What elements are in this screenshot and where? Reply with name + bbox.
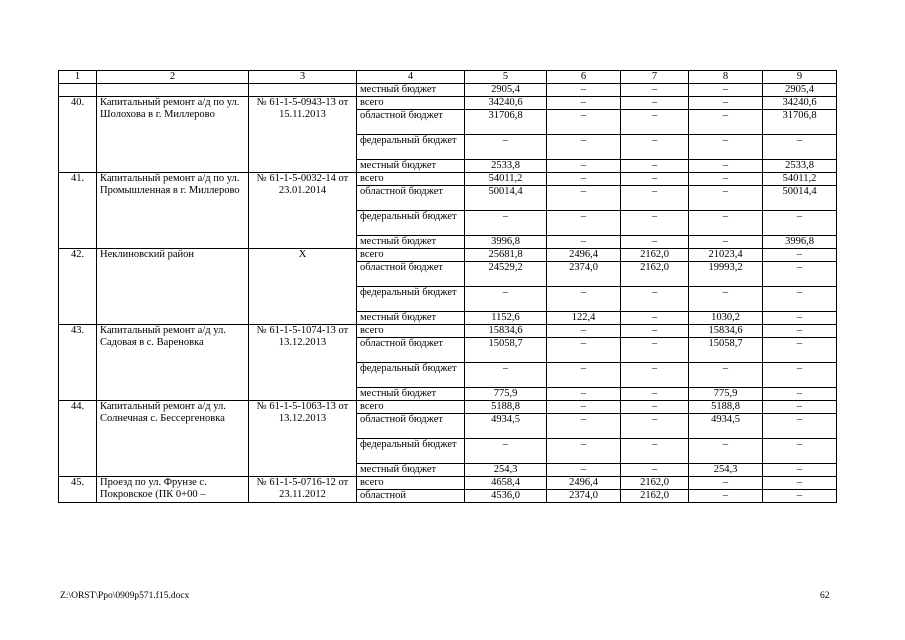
source-cell: областной бюджет <box>357 186 465 211</box>
value-cell: 2162,0 <box>621 477 689 490</box>
value-cell: – <box>547 363 621 388</box>
value-cell: – <box>689 477 763 490</box>
item-name: Капитальный ремонт а/д ул. Солнечная с. Бессергеновка <box>97 401 249 477</box>
value-cell: – <box>547 135 621 160</box>
value-cell: 775,9 <box>689 388 763 401</box>
value-cell: – <box>621 388 689 401</box>
value-cell: – <box>621 439 689 464</box>
value-cell: – <box>547 173 621 186</box>
value-cell: 2905,4 <box>763 84 837 97</box>
value-cell: – <box>621 464 689 477</box>
value-cell: – <box>763 490 837 503</box>
table-row <box>59 84 837 97</box>
table-row <box>59 477 837 490</box>
table-row <box>59 401 837 414</box>
source-cell: местный бюджет <box>357 464 465 477</box>
value-cell: – <box>763 464 837 477</box>
source-cell: областной бюджет <box>357 414 465 439</box>
item-number: 44. <box>59 401 97 477</box>
value-cell: – <box>547 401 621 414</box>
source-cell: всего <box>357 249 465 262</box>
item-number: 43. <box>59 325 97 401</box>
value-cell: – <box>547 160 621 173</box>
source-cell: всего <box>357 325 465 338</box>
value-cell: – <box>621 363 689 388</box>
value-cell: – <box>621 97 689 110</box>
value-cell: – <box>547 236 621 249</box>
source-cell: всего <box>357 97 465 110</box>
value-cell: 5188,8 <box>465 401 547 414</box>
value-cell: 4934,5 <box>689 414 763 439</box>
value-cell: – <box>763 249 837 262</box>
source-cell: областной бюджет <box>357 110 465 135</box>
value-cell: – <box>689 97 763 110</box>
value-cell: 2496,4 <box>547 249 621 262</box>
item-number: 45. <box>59 477 97 503</box>
value-cell: 3996,8 <box>763 236 837 249</box>
value-cell: – <box>621 135 689 160</box>
value-cell: – <box>547 97 621 110</box>
source-cell: местный бюджет <box>357 312 465 325</box>
value-cell: – <box>763 211 837 236</box>
reg-cell <box>249 84 357 97</box>
table-row <box>59 325 837 338</box>
value-cell: 2374,0 <box>547 490 621 503</box>
value-cell: – <box>621 325 689 338</box>
num-cell <box>59 84 97 97</box>
value-cell: – <box>763 312 837 325</box>
value-cell: – <box>621 414 689 439</box>
value-cell: 3996,8 <box>465 236 547 249</box>
value-cell: – <box>689 287 763 312</box>
value-cell: 34240,6 <box>465 97 547 110</box>
value-cell: 2162,0 <box>621 490 689 503</box>
header-cell: 1 <box>59 71 97 84</box>
source-cell: всего <box>357 401 465 414</box>
source-cell: федеральный бюджет <box>357 287 465 312</box>
table-row <box>59 249 837 262</box>
value-cell: – <box>689 186 763 211</box>
value-cell: – <box>763 477 837 490</box>
value-cell: 50014,4 <box>763 186 837 211</box>
value-cell: – <box>547 84 621 97</box>
value-cell: – <box>621 84 689 97</box>
value-cell: – <box>763 135 837 160</box>
value-cell: – <box>621 338 689 363</box>
value-cell: – <box>547 388 621 401</box>
table-row <box>59 173 837 186</box>
value-cell: – <box>689 173 763 186</box>
value-cell: – <box>689 439 763 464</box>
source-cell: местный бюджет <box>357 388 465 401</box>
value-cell: – <box>689 110 763 135</box>
value-cell: – <box>621 160 689 173</box>
source-cell: областной бюджет <box>357 338 465 363</box>
value-cell: – <box>547 110 621 135</box>
value-cell: 54011,2 <box>465 173 547 186</box>
value-cell: – <box>689 490 763 503</box>
table-row <box>59 97 837 110</box>
value-cell: – <box>763 287 837 312</box>
value-cell: 4536,0 <box>465 490 547 503</box>
header-cell: 3 <box>249 71 357 84</box>
item-name: Неклиновский район <box>97 249 249 325</box>
name-cell <box>97 84 249 97</box>
source-cell: местный бюджет <box>357 84 465 97</box>
value-cell: – <box>763 388 837 401</box>
value-cell: – <box>465 439 547 464</box>
value-cell: 4934,5 <box>465 414 547 439</box>
value-cell: – <box>547 287 621 312</box>
value-cell: – <box>465 135 547 160</box>
value-cell: – <box>621 110 689 135</box>
source-cell: областной бюджет <box>357 262 465 287</box>
value-cell: – <box>621 236 689 249</box>
source-cell: федеральный бюджет <box>357 211 465 236</box>
source-cell: федеральный бюджет <box>357 439 465 464</box>
footer-file-path: Z:\ORST\Ppo\0909p571.f15.docx <box>60 591 190 601</box>
value-cell: – <box>763 338 837 363</box>
value-cell: – <box>547 186 621 211</box>
item-number: 41. <box>59 173 97 249</box>
value-cell: – <box>763 414 837 439</box>
value-cell: 1030,2 <box>689 312 763 325</box>
source-cell: федеральный бюджет <box>357 135 465 160</box>
item-registration: Х <box>249 249 357 325</box>
value-cell: 2533,8 <box>465 160 547 173</box>
value-cell: – <box>547 325 621 338</box>
item-name: Капитальный ремонт а/д по ул. Промышленная в г. Миллерово <box>97 173 249 249</box>
item-name: Капитальный ремонт а/д ул. Садовая в с. Вареновка <box>97 325 249 401</box>
value-cell: 2162,0 <box>621 249 689 262</box>
value-cell: 2162,0 <box>621 262 689 287</box>
value-cell: – <box>689 160 763 173</box>
value-cell: – <box>763 401 837 414</box>
item-registration: № 61-1-5-1074-13 от 13.12.2013 <box>249 325 357 401</box>
value-cell: – <box>547 464 621 477</box>
item-name: Проезд по ул. Фрунзе с. Покровское (ПК 0+00 – <box>97 477 249 503</box>
value-cell: – <box>621 173 689 186</box>
header-row <box>59 71 837 84</box>
value-cell: 54011,2 <box>763 173 837 186</box>
value-cell: – <box>689 363 763 388</box>
value-cell: – <box>465 211 547 236</box>
value-cell: 25681,8 <box>465 249 547 262</box>
value-cell: 15058,7 <box>689 338 763 363</box>
item-number: 40. <box>59 97 97 173</box>
value-cell: – <box>689 236 763 249</box>
item-registration: № 61-1-5-1063-13 от 13.12.2013 <box>249 401 357 477</box>
source-cell: местный бюджет <box>357 160 465 173</box>
header-cell: 5 <box>465 71 547 84</box>
source-cell: всего <box>357 173 465 186</box>
value-cell: 34240,6 <box>763 97 837 110</box>
value-cell: 2496,4 <box>547 477 621 490</box>
item-registration: № 61-1-5-0716-12 от 23.11.2012 <box>249 477 357 503</box>
source-cell: областной <box>357 490 465 503</box>
header-cell: 7 <box>621 71 689 84</box>
value-cell: 21023,4 <box>689 249 763 262</box>
value-cell: – <box>547 338 621 363</box>
item-name: Капитальный ремонт а/д по ул. Шолохова в г. Миллерово <box>97 97 249 173</box>
value-cell: 775,9 <box>465 388 547 401</box>
item-registration: № 61-1-5-0943-13 от 15.11.2013 <box>249 97 357 173</box>
item-registration: № 61-1-5-0032-14 от 23.01.2014 <box>249 173 357 249</box>
value-cell: 31706,8 <box>465 110 547 135</box>
budget-table <box>58 70 837 503</box>
value-cell: – <box>621 401 689 414</box>
source-cell: всего <box>357 477 465 490</box>
value-cell: – <box>547 414 621 439</box>
value-cell: – <box>763 325 837 338</box>
header-cell: 6 <box>547 71 621 84</box>
value-cell: 19993,2 <box>689 262 763 287</box>
source-cell: местный бюджет <box>357 236 465 249</box>
value-cell: 15834,6 <box>689 325 763 338</box>
value-cell: 50014,4 <box>465 186 547 211</box>
value-cell: 5188,8 <box>689 401 763 414</box>
value-cell: 15058,7 <box>465 338 547 363</box>
value-cell: 2533,8 <box>763 160 837 173</box>
value-cell: 31706,8 <box>763 110 837 135</box>
value-cell: 2905,4 <box>465 84 547 97</box>
source-cell: федеральный бюджет <box>357 363 465 388</box>
value-cell: – <box>621 287 689 312</box>
item-number: 42. <box>59 249 97 325</box>
header-cell: 2 <box>97 71 249 84</box>
value-cell: 24529,2 <box>465 262 547 287</box>
value-cell: – <box>763 262 837 287</box>
value-cell: – <box>621 211 689 236</box>
value-cell: 15834,6 <box>465 325 547 338</box>
header-cell: 9 <box>763 71 837 84</box>
value-cell: 2374,0 <box>547 262 621 287</box>
value-cell: 254,3 <box>689 464 763 477</box>
value-cell: – <box>465 287 547 312</box>
header-cell: 8 <box>689 71 763 84</box>
page-number: 62 <box>820 591 830 601</box>
value-cell: – <box>763 363 837 388</box>
value-cell: 122,4 <box>547 312 621 325</box>
value-cell: – <box>465 363 547 388</box>
value-cell: 4658,4 <box>465 477 547 490</box>
value-cell: – <box>621 186 689 211</box>
header-cell: 4 <box>357 71 465 84</box>
value-cell: 1152,6 <box>465 312 547 325</box>
value-cell: – <box>547 439 621 464</box>
value-cell: – <box>621 312 689 325</box>
value-cell: – <box>547 211 621 236</box>
value-cell: 254,3 <box>465 464 547 477</box>
value-cell: – <box>763 439 837 464</box>
value-cell: – <box>689 135 763 160</box>
value-cell: – <box>689 211 763 236</box>
value-cell: – <box>689 84 763 97</box>
